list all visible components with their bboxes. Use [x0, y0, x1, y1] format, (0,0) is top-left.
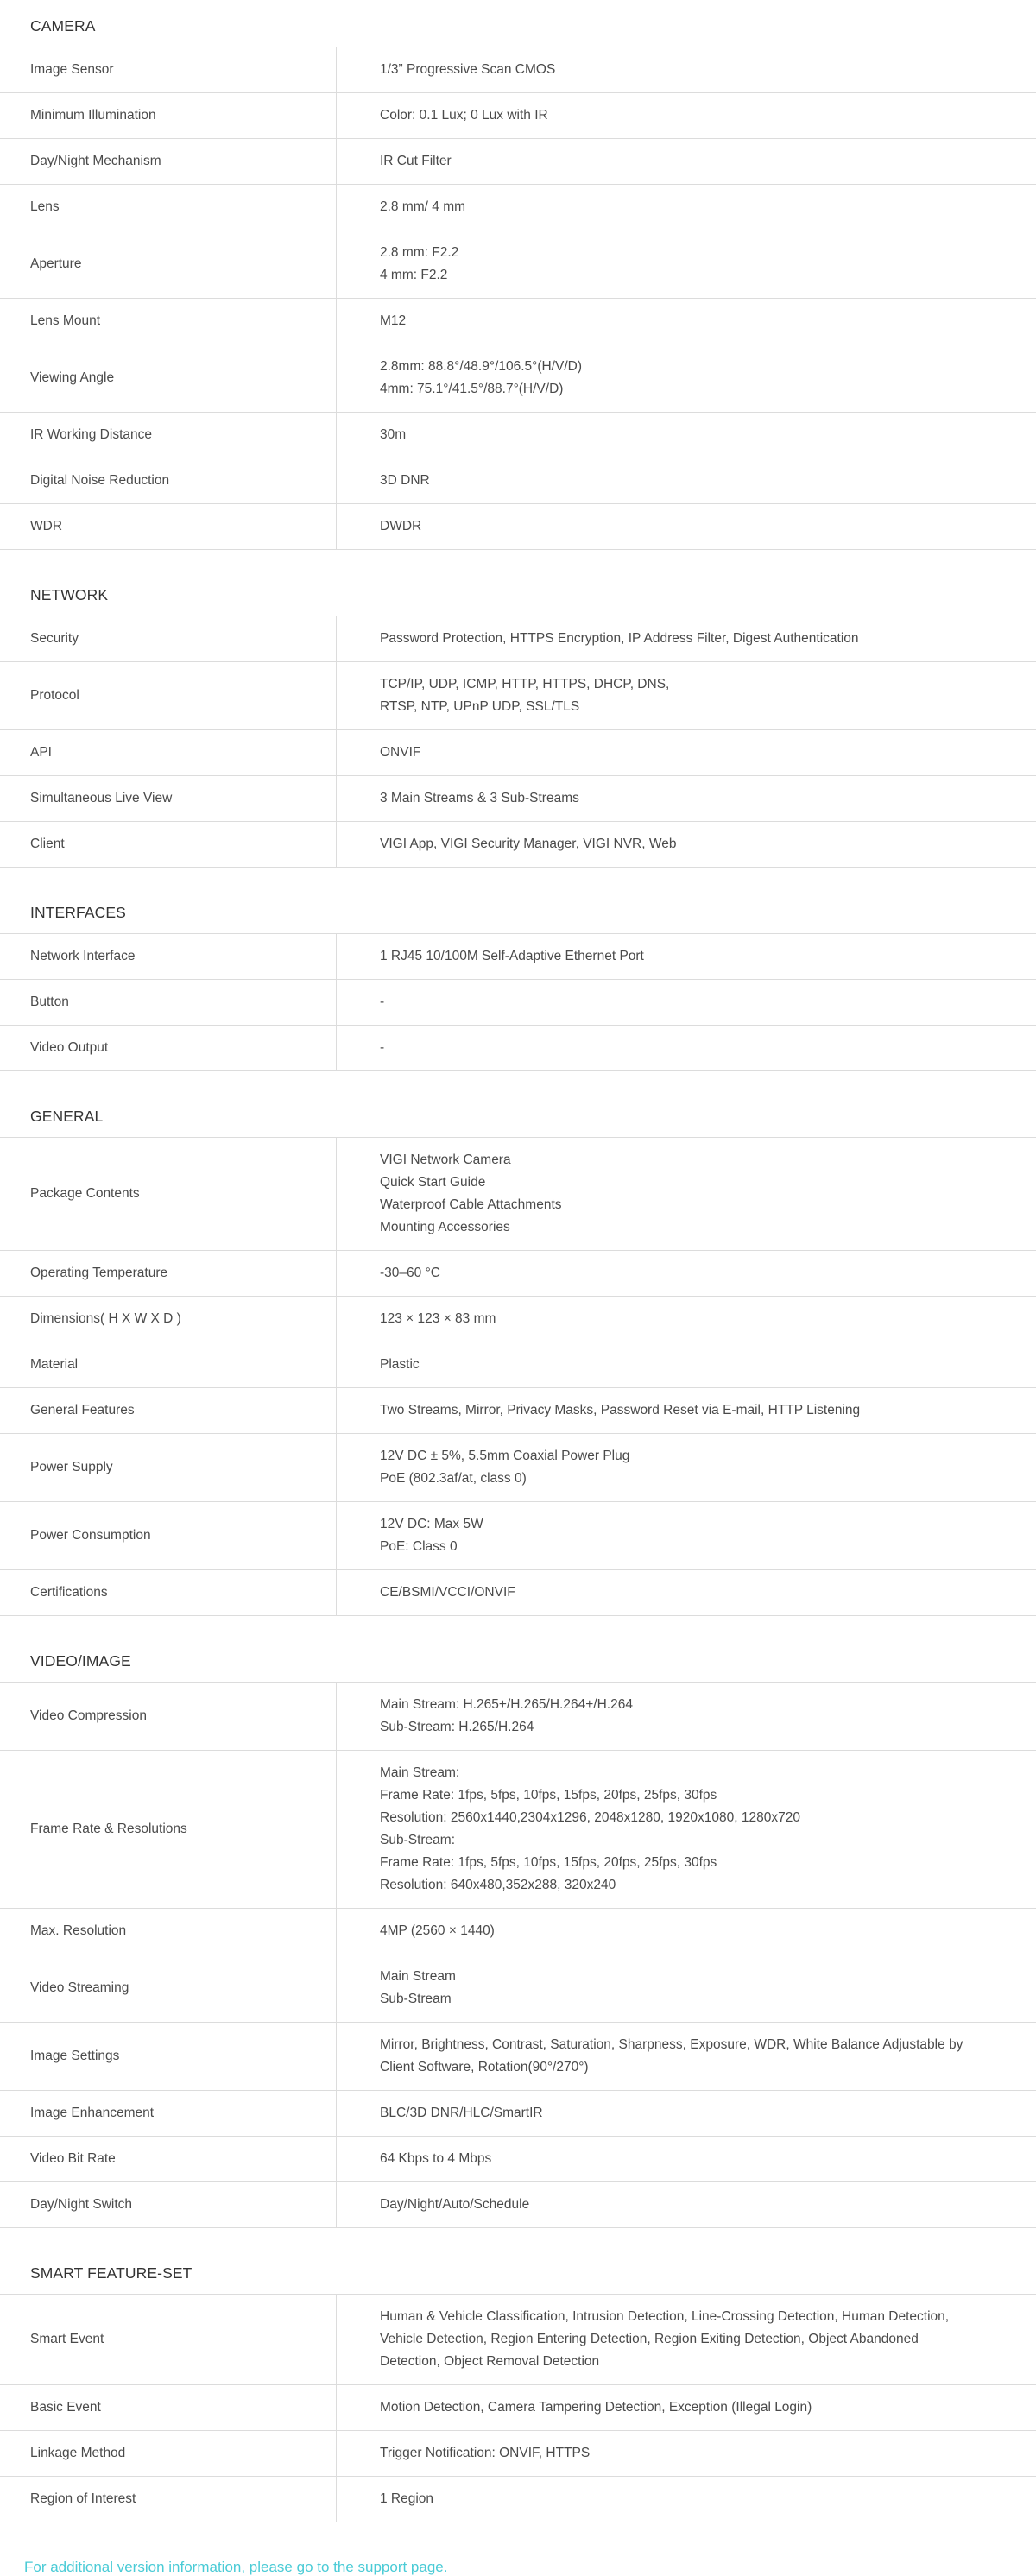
spec-value: Color: 0.1 Lux; 0 Lux with IR	[380, 108, 548, 123]
spec-label: Day/Night Mechanism	[0, 139, 337, 184]
spec-label: Smart Event	[0, 2295, 337, 2384]
spec-label: Max. Resolution	[0, 1909, 337, 1954]
spec-label: Package Contents	[0, 1138, 337, 1250]
spec-row	[0, 730, 1036, 776]
section-spacer	[0, 2228, 1036, 2247]
spec-row	[0, 1297, 1036, 1342]
spec-label: Day/Night Switch	[0, 2182, 337, 2227]
spec-label: Simultaneous Live View	[0, 776, 337, 821]
spec-section-interfaces	[0, 887, 1036, 1071]
spec-value: 3 Main Streams & 3 Sub-Streams	[380, 791, 579, 805]
spec-row	[0, 1751, 1036, 1909]
section-spacer	[0, 1616, 1036, 1635]
spec-row	[0, 776, 1036, 822]
spec-label: Power Consumption	[0, 1502, 337, 1569]
section-title: VIDEO/IMAGE	[0, 1635, 1036, 1683]
spec-value: -	[380, 1040, 385, 1055]
section-spacer	[0, 868, 1036, 887]
spec-value: DWDR	[380, 519, 422, 534]
spec-value: CE/BSMI/VCCI/ONVIF	[380, 1585, 515, 1600]
spec-row	[0, 980, 1036, 1026]
spec-label: Video Compression	[0, 1683, 337, 1750]
spec-label: Aperture	[0, 230, 337, 298]
spec-label: Operating Temperature	[0, 1251, 337, 1296]
spec-value: TCP/IP, UDP, ICMP, HTTP, HTTPS, DHCP, DNS, RTSP, NTP, UPnP UDP, SSL/TLS	[380, 677, 670, 714]
spec-row	[0, 2091, 1036, 2137]
spec-row	[0, 1342, 1036, 1388]
spec-value: 2.8 mm/ 4 mm	[380, 199, 466, 214]
spec-label: Dimensions( H X W X D )	[0, 1297, 337, 1342]
spec-label: API	[0, 730, 337, 775]
spec-value: Motion Detection, Camera Tampering Detection, Exception (Illegal Login)	[380, 2400, 812, 2415]
spec-row	[0, 662, 1036, 730]
spec-row	[0, 616, 1036, 662]
spec-row	[0, 2477, 1036, 2522]
spec-row	[0, 413, 1036, 458]
spec-value: Plastic	[380, 1357, 420, 1372]
spec-row	[0, 1388, 1036, 1434]
section-title: INTERFACES	[0, 887, 1036, 934]
spec-row	[0, 2431, 1036, 2477]
spec-value: 12V DC ± 5%, 5.5mm Coaxial Power Plug PoE (802.3af/at, class 0)	[380, 1449, 630, 1486]
spec-value: BLC/3D DNR/HLC/SmartIR	[380, 2106, 543, 2120]
spec-label: Image Settings	[0, 2023, 337, 2090]
footer-note	[0, 2559, 1036, 2576]
section-title: NETWORK	[0, 569, 1036, 616]
spec-row	[0, 2385, 1036, 2431]
spec-row	[0, 2182, 1036, 2227]
spec-label: Linkage Method	[0, 2431, 337, 2476]
spec-row	[0, 139, 1036, 185]
spec-value: Mirror, Brightness, Contrast, Saturation, Sharpness, Exposure, WDR, White Balance Adjustable by Client Software, Rotation(90°/270°)	[380, 2037, 963, 2074]
spec-row	[0, 2295, 1036, 2385]
spec-row	[0, 1570, 1036, 1615]
spec-value: 30m	[380, 427, 407, 442]
spec-row	[0, 1683, 1036, 1751]
spec-row	[0, 1251, 1036, 1297]
spec-value: -	[380, 994, 385, 1009]
spec-value: Human & Vehicle Classification, Intrusion Detection, Line-Crossing Detection, Human Detection, Vehicle Detection, Region Entering Detection, Region Exiting Detection, Object Abandoned Detection, Object Removal Detection	[380, 2309, 950, 2369]
spec-label: WDR	[0, 504, 337, 549]
spec-value: 3D DNR	[380, 473, 430, 488]
spec-label: Video Output	[0, 1026, 337, 1070]
spec-value: 4MP (2560 × 1440)	[380, 1923, 495, 1938]
spec-value: Trigger Notification: ONVIF, HTTPS	[380, 2446, 591, 2460]
spec-label: Lens	[0, 185, 337, 230]
spec-value: 1 RJ45 10/100M Self-Adaptive Ethernet Port	[380, 949, 644, 963]
spec-row	[0, 1954, 1036, 2023]
spec-value: 64 Kbps to 4 Mbps	[380, 2151, 492, 2166]
spec-value: Main Stream: H.265+/H.265/H.264+/H.264 Sub-Stream: H.265/H.264	[380, 1697, 633, 1734]
spec-label: Power Supply	[0, 1434, 337, 1501]
spec-row	[0, 1026, 1036, 1070]
spec-label: Image Enhancement	[0, 2091, 337, 2136]
spec-label: Basic Event	[0, 2385, 337, 2430]
spec-row	[0, 822, 1036, 867]
spec-row	[0, 504, 1036, 549]
spec-row	[0, 47, 1036, 93]
spec-row	[0, 934, 1036, 980]
section-title: GENERAL	[0, 1090, 1036, 1138]
spec-label: Security	[0, 616, 337, 661]
spec-row	[0, 2137, 1036, 2182]
spec-label: Image Sensor	[0, 47, 337, 92]
spec-value: Two Streams, Mirror, Privacy Masks, Password Reset via E-mail, HTTP Listening	[380, 1403, 861, 1417]
spec-section-general	[0, 1090, 1036, 1616]
spec-value: IR Cut Filter	[380, 154, 452, 168]
spec-section-network	[0, 569, 1036, 868]
spec-label: Client	[0, 822, 337, 867]
support-page-link[interactable]: For additional version information, please go to the support page.	[24, 2559, 448, 2575]
spec-label: Minimum Illumination	[0, 93, 337, 138]
spec-row	[0, 1434, 1036, 1502]
spec-label: General Features	[0, 1388, 337, 1433]
spec-row	[0, 93, 1036, 139]
spec-label: Video Bit Rate	[0, 2137, 337, 2181]
spec-value: 1/3” Progressive Scan CMOS	[380, 62, 556, 77]
spec-value: 2.8 mm: F2.2 4 mm: F2.2	[380, 245, 459, 282]
spec-value: VIGI App, VIGI Security Manager, VIGI NVR, Web	[380, 837, 677, 851]
spec-label: Digital Noise Reduction	[0, 458, 337, 503]
spec-row	[0, 299, 1036, 344]
spec-row	[0, 344, 1036, 413]
section-spacer	[0, 1071, 1036, 1090]
spec-value: Day/Night/Auto/Schedule	[380, 2197, 530, 2212]
spec-label: Button	[0, 980, 337, 1025]
section-title: SMART FEATURE-SET	[0, 2247, 1036, 2295]
spec-value: 2.8mm: 88.8°/48.9°/106.5°(H/V/D) 4mm: 75.1°/41.5°/88.7°(H/V/D)	[380, 359, 582, 396]
spec-section-smart-feature-set	[0, 2247, 1036, 2522]
spec-row	[0, 1909, 1036, 1954]
spec-value: Password Protection, HTTPS Encryption, IP Address Filter, Digest Authentication	[380, 631, 859, 646]
spec-label: Network Interface	[0, 934, 337, 979]
spec-label: Viewing Angle	[0, 344, 337, 412]
spec-section-camera	[0, 0, 1036, 550]
spec-value: 123 × 123 × 83 mm	[380, 1311, 496, 1326]
spec-value: Main Stream: Frame Rate: 1fps, 5fps, 10fps, 15fps, 20fps, 25fps, 30fps Resolution: 2560x1440,2304x1296, 2048x1280, 1920x1080, 1280x720 Sub-Stream: Frame Rate: 1fps, 5fps, 10fps, 15fps, 20fps, 25fps, 30fps Resolution: 640x480,352x288, 320x240	[380, 1765, 800, 1892]
spec-value: Main Stream Sub-Stream	[380, 1969, 456, 2006]
spec-label: Video Streaming	[0, 1954, 337, 2022]
spec-row	[0, 1502, 1036, 1570]
spec-label: Region of Interest	[0, 2477, 337, 2522]
spec-row	[0, 458, 1036, 504]
spec-value: -30–60 °C	[380, 1266, 440, 1280]
spec-value: ONVIF	[380, 745, 421, 760]
section-title: CAMERA	[0, 0, 1036, 47]
spec-value: 1 Region	[380, 2491, 434, 2506]
spec-label: Frame Rate & Resolutions	[0, 1751, 337, 1908]
spec-row	[0, 185, 1036, 230]
section-spacer	[0, 550, 1036, 569]
spec-value: M12	[380, 313, 407, 328]
spec-value: VIGI Network Camera Quick Start Guide Waterproof Cable Attachments Mounting Accessories	[380, 1152, 562, 1234]
spec-row	[0, 1138, 1036, 1251]
spec-row	[0, 2023, 1036, 2091]
spec-label: Protocol	[0, 662, 337, 729]
spec-label: Material	[0, 1342, 337, 1387]
spec-label: IR Working Distance	[0, 413, 337, 458]
spec-section-video-image	[0, 1635, 1036, 2228]
spec-row	[0, 230, 1036, 299]
spec-value: 12V DC: Max 5W PoE: Class 0	[380, 1517, 483, 1554]
spec-label: Lens Mount	[0, 299, 337, 344]
spec-label: Certifications	[0, 1570, 337, 1615]
